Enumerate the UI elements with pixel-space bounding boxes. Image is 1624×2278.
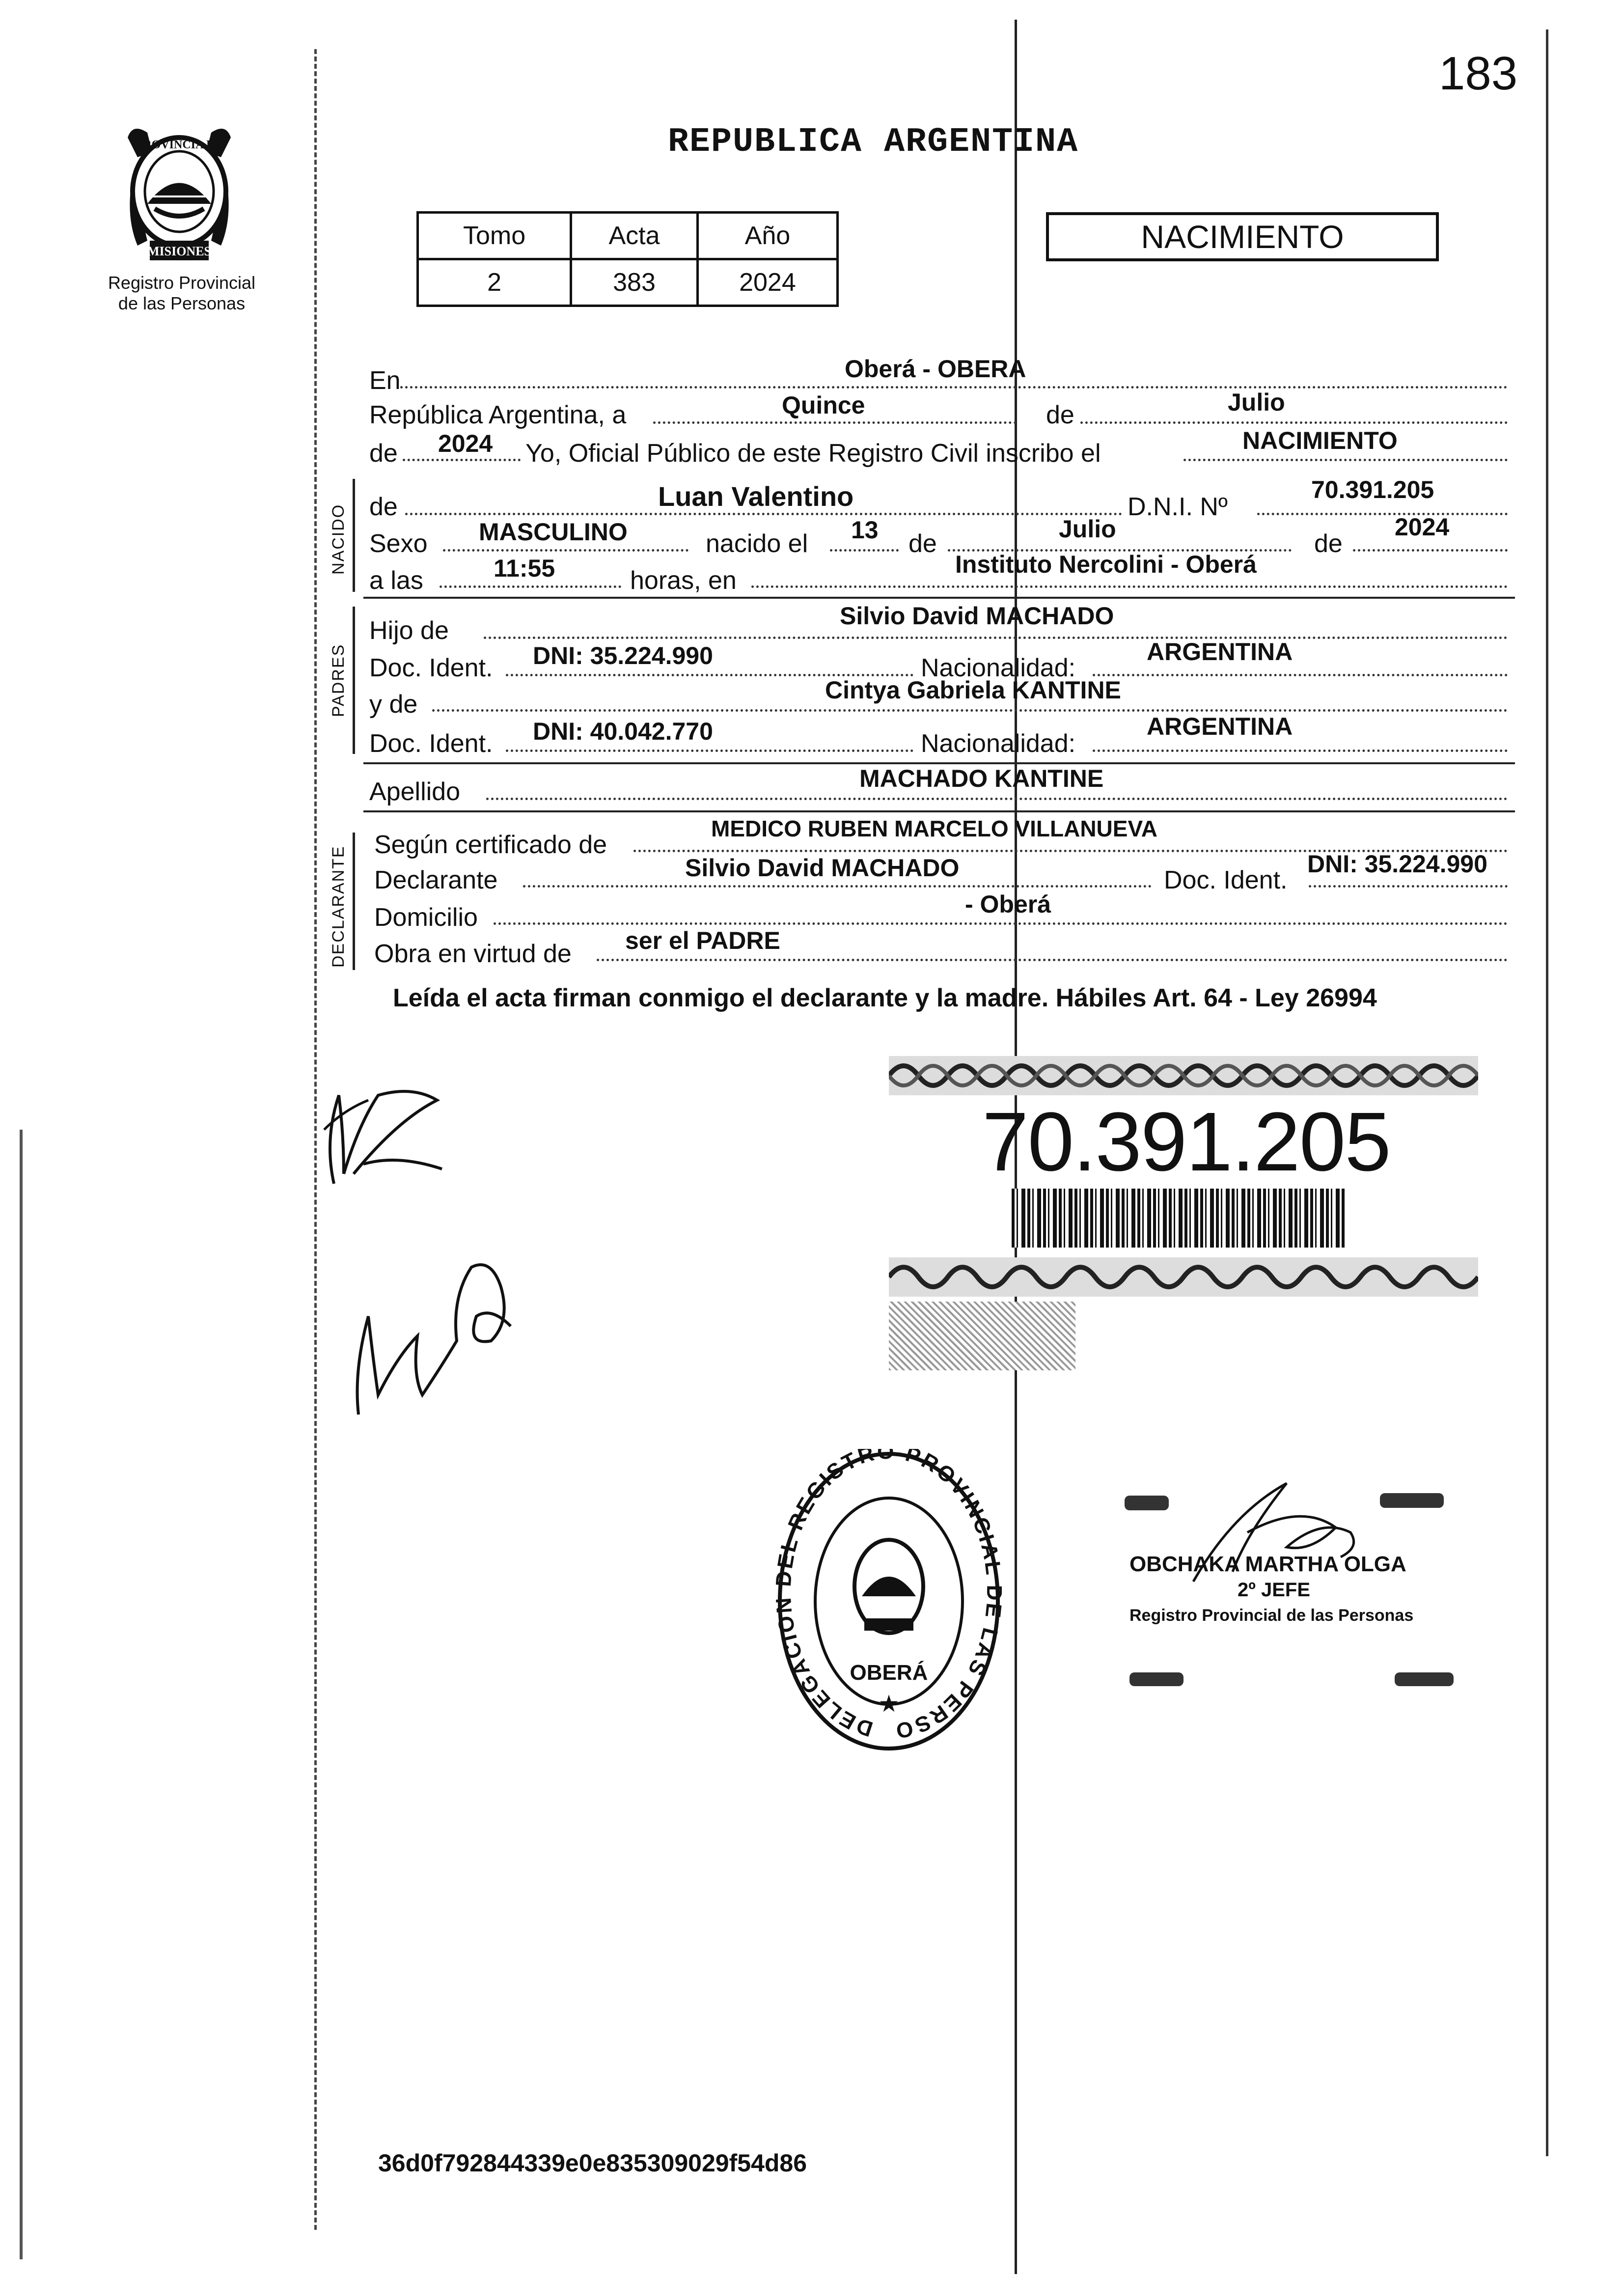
dots-father [484,637,1508,639]
document-title: REPUBLICA ARGENTINA [668,123,1079,162]
dots-year [403,459,521,461]
field-year: 2024 [438,430,493,457]
field-month: Julio [1228,389,1285,416]
official-stamp-blot-bottom [1129,1672,1184,1686]
ref-header-tomo: Tomo [418,213,571,259]
label-republica: República Argentina, a [369,401,627,429]
province-logo [118,118,241,265]
dots-inscribo [1184,459,1508,461]
dots-mother-nat [1093,750,1508,752]
field-father-nat: ARGENTINA [1147,638,1293,666]
official-registry: Registro Provincial de las Personas [1129,1606,1414,1625]
label-doc-declarant: Doc. Ident. [1164,866,1288,894]
document-hash: 36d0f792844339e0e835309029f54d86 [378,2149,807,2177]
label-nacido: nacido el [706,529,808,558]
label-de3: de [908,529,937,558]
label-de4: de [1314,529,1343,558]
label-de2: de [369,439,398,468]
field-domicile: - Oberá [965,890,1051,918]
ref-value-anio: 2024 [697,259,837,306]
act-type-box [1046,212,1439,261]
separator-3 [363,810,1515,812]
field-declarant: Silvio David MACHADO [685,854,960,882]
field-certificate: MEDICO RUBEN MARCELO VILLANUEVA [711,816,1157,841]
label-doc-father: Doc. Ident. [369,654,493,682]
security-band-bottom [889,1257,1478,1297]
field-time: 11:55 [494,555,555,582]
left-edge-mark [20,1130,23,2259]
registry-name [83,273,280,314]
field-surname: MACHADO KANTINE [859,765,1104,792]
label-hijo: Hijo de [369,616,449,645]
field-child-dni: 70.391.205 [1311,476,1434,503]
act-type: NACIMIENTO [1141,219,1344,255]
dots-day [653,421,1017,424]
section-bar-padres [353,607,355,754]
closing-text: Leída el acta firman conmigo el declarante y la madre. Hábiles Art. 64 - Ley 26994 [393,984,1377,1012]
hologram-patch [889,1302,1075,1370]
dots-time [440,585,621,588]
dots-child-name [405,513,1122,515]
dots-declarant-doc [1309,885,1508,888]
field-birth-place: Instituto Nercolini - Oberá [955,551,1257,578]
section-bar-nacido [353,479,355,592]
dots-birth-year [1353,549,1508,552]
official-stamp [1100,1473,1483,1699]
dots-father-nat [1093,674,1508,676]
label-yo: Yo, Oficial Público de este Registro Civil inscribo el [525,439,1101,468]
label-doc-mother: Doc. Ident. [369,729,493,758]
svg-text:DELEGACION DEL REGISTRO PROVIN: DELEGACI L REGISTRO PROVINCIA LAS PERSO [776,1449,1002,1744]
dots-birth-day [830,549,899,552]
ref-header-anio: Año [697,213,837,259]
official-role: 2º JEFE [1238,1579,1311,1601]
dots-declarant [523,885,1152,888]
right-margin-line [1546,29,1548,2156]
field-mother-doc: DNI: 40.042.770 [533,718,713,745]
round-stamp [776,1449,1002,1753]
label-nac-father: Nacionalidad: [921,654,1076,682]
field-declarant-doc: DNI: 35.224.990 [1307,850,1487,878]
registry-line2: de las Personas [118,293,246,313]
dots-birth-place [751,585,1508,588]
reference-table [416,211,839,307]
label-a-las: a las [369,566,423,595]
dots-child-dni [1257,513,1508,515]
official-name: OBCHAKA MARTHA OLGA [1129,1552,1406,1576]
dots-surname [486,798,1508,800]
field-mother: Cintya Gabriela KANTINE [825,676,1121,704]
label-obra: Obra en virtud de [374,940,572,968]
official-stamp-blot-bottom-right [1395,1672,1454,1686]
barcode [1012,1189,1346,1248]
label-nac-mother: Nacionalidad: [921,729,1076,758]
field-day: Quince [782,391,865,419]
dots-month [1080,421,1508,424]
label-sexo: Sexo [369,529,428,558]
field-child-name: Luan Valentino [658,481,854,512]
label-segun: Según certificado de [374,831,607,859]
label-yde: y de [369,690,418,719]
field-father: Silvio David MACHADO [840,602,1114,630]
separator-1 [363,597,1515,599]
dots-capacity [597,959,1508,961]
dots-domicile [494,922,1508,925]
dots-mother-doc [506,750,913,752]
page-number: 183 [1439,47,1518,100]
dots-mother [432,709,1508,712]
svg-text:MISIONES: MISIONES [147,244,212,258]
label-de: de [1046,401,1074,429]
official-stamp-blot-top [1125,1496,1169,1510]
sticker-number: 70.391.205 [982,1095,1390,1189]
official-signature [1174,1473,1409,1601]
security-band-top [889,1056,1478,1095]
label-apellido: Apellido [369,778,461,806]
ref-value-acta: 383 [571,259,698,306]
label-dni: D.N.I. Nº [1128,493,1228,521]
field-birth-day: 13 [851,516,879,544]
field-birth-year: 2024 [1395,513,1450,541]
field-birth-month: Julio [1059,515,1116,543]
field-father-doc: DNI: 35.224.990 [533,642,713,669]
label-de-name: de [369,493,398,521]
svg-text:★: ★ [878,1691,900,1717]
section-bar-declarante [353,833,355,970]
field-sexo: MASCULINO [479,518,628,546]
label-declarante: Declarante [374,866,498,894]
ref-header-acta: Acta [571,213,698,259]
signature-declarant [314,1066,452,1194]
side-label-nacido: NACIDO [329,503,348,575]
dots-sexo [443,549,688,552]
registry-line1: Registro Provincial [108,273,256,293]
svg-text:OBERÁ: OBERÁ [850,1661,928,1685]
dots-place [400,386,1508,389]
field-mother-nat: ARGENTINA [1147,713,1293,740]
ref-value-tomo: 2 [418,259,571,306]
label-horas: horas, en [630,566,737,595]
side-label-declarante: DECLARANTE [329,845,348,968]
side-label-padres: PADRES [329,643,348,717]
field-place: Oberá - OBERA [845,355,1026,383]
label-domicilio: Domicilio [374,903,478,932]
label-en: En [369,366,401,395]
svg-text:PROVINCIA DE: PROVINCIA DE [136,139,223,151]
field-capacity: ser el PADRE [625,927,780,954]
signature-mother [344,1248,525,1424]
field-inscribo: NACIMIENTO [1242,427,1398,454]
